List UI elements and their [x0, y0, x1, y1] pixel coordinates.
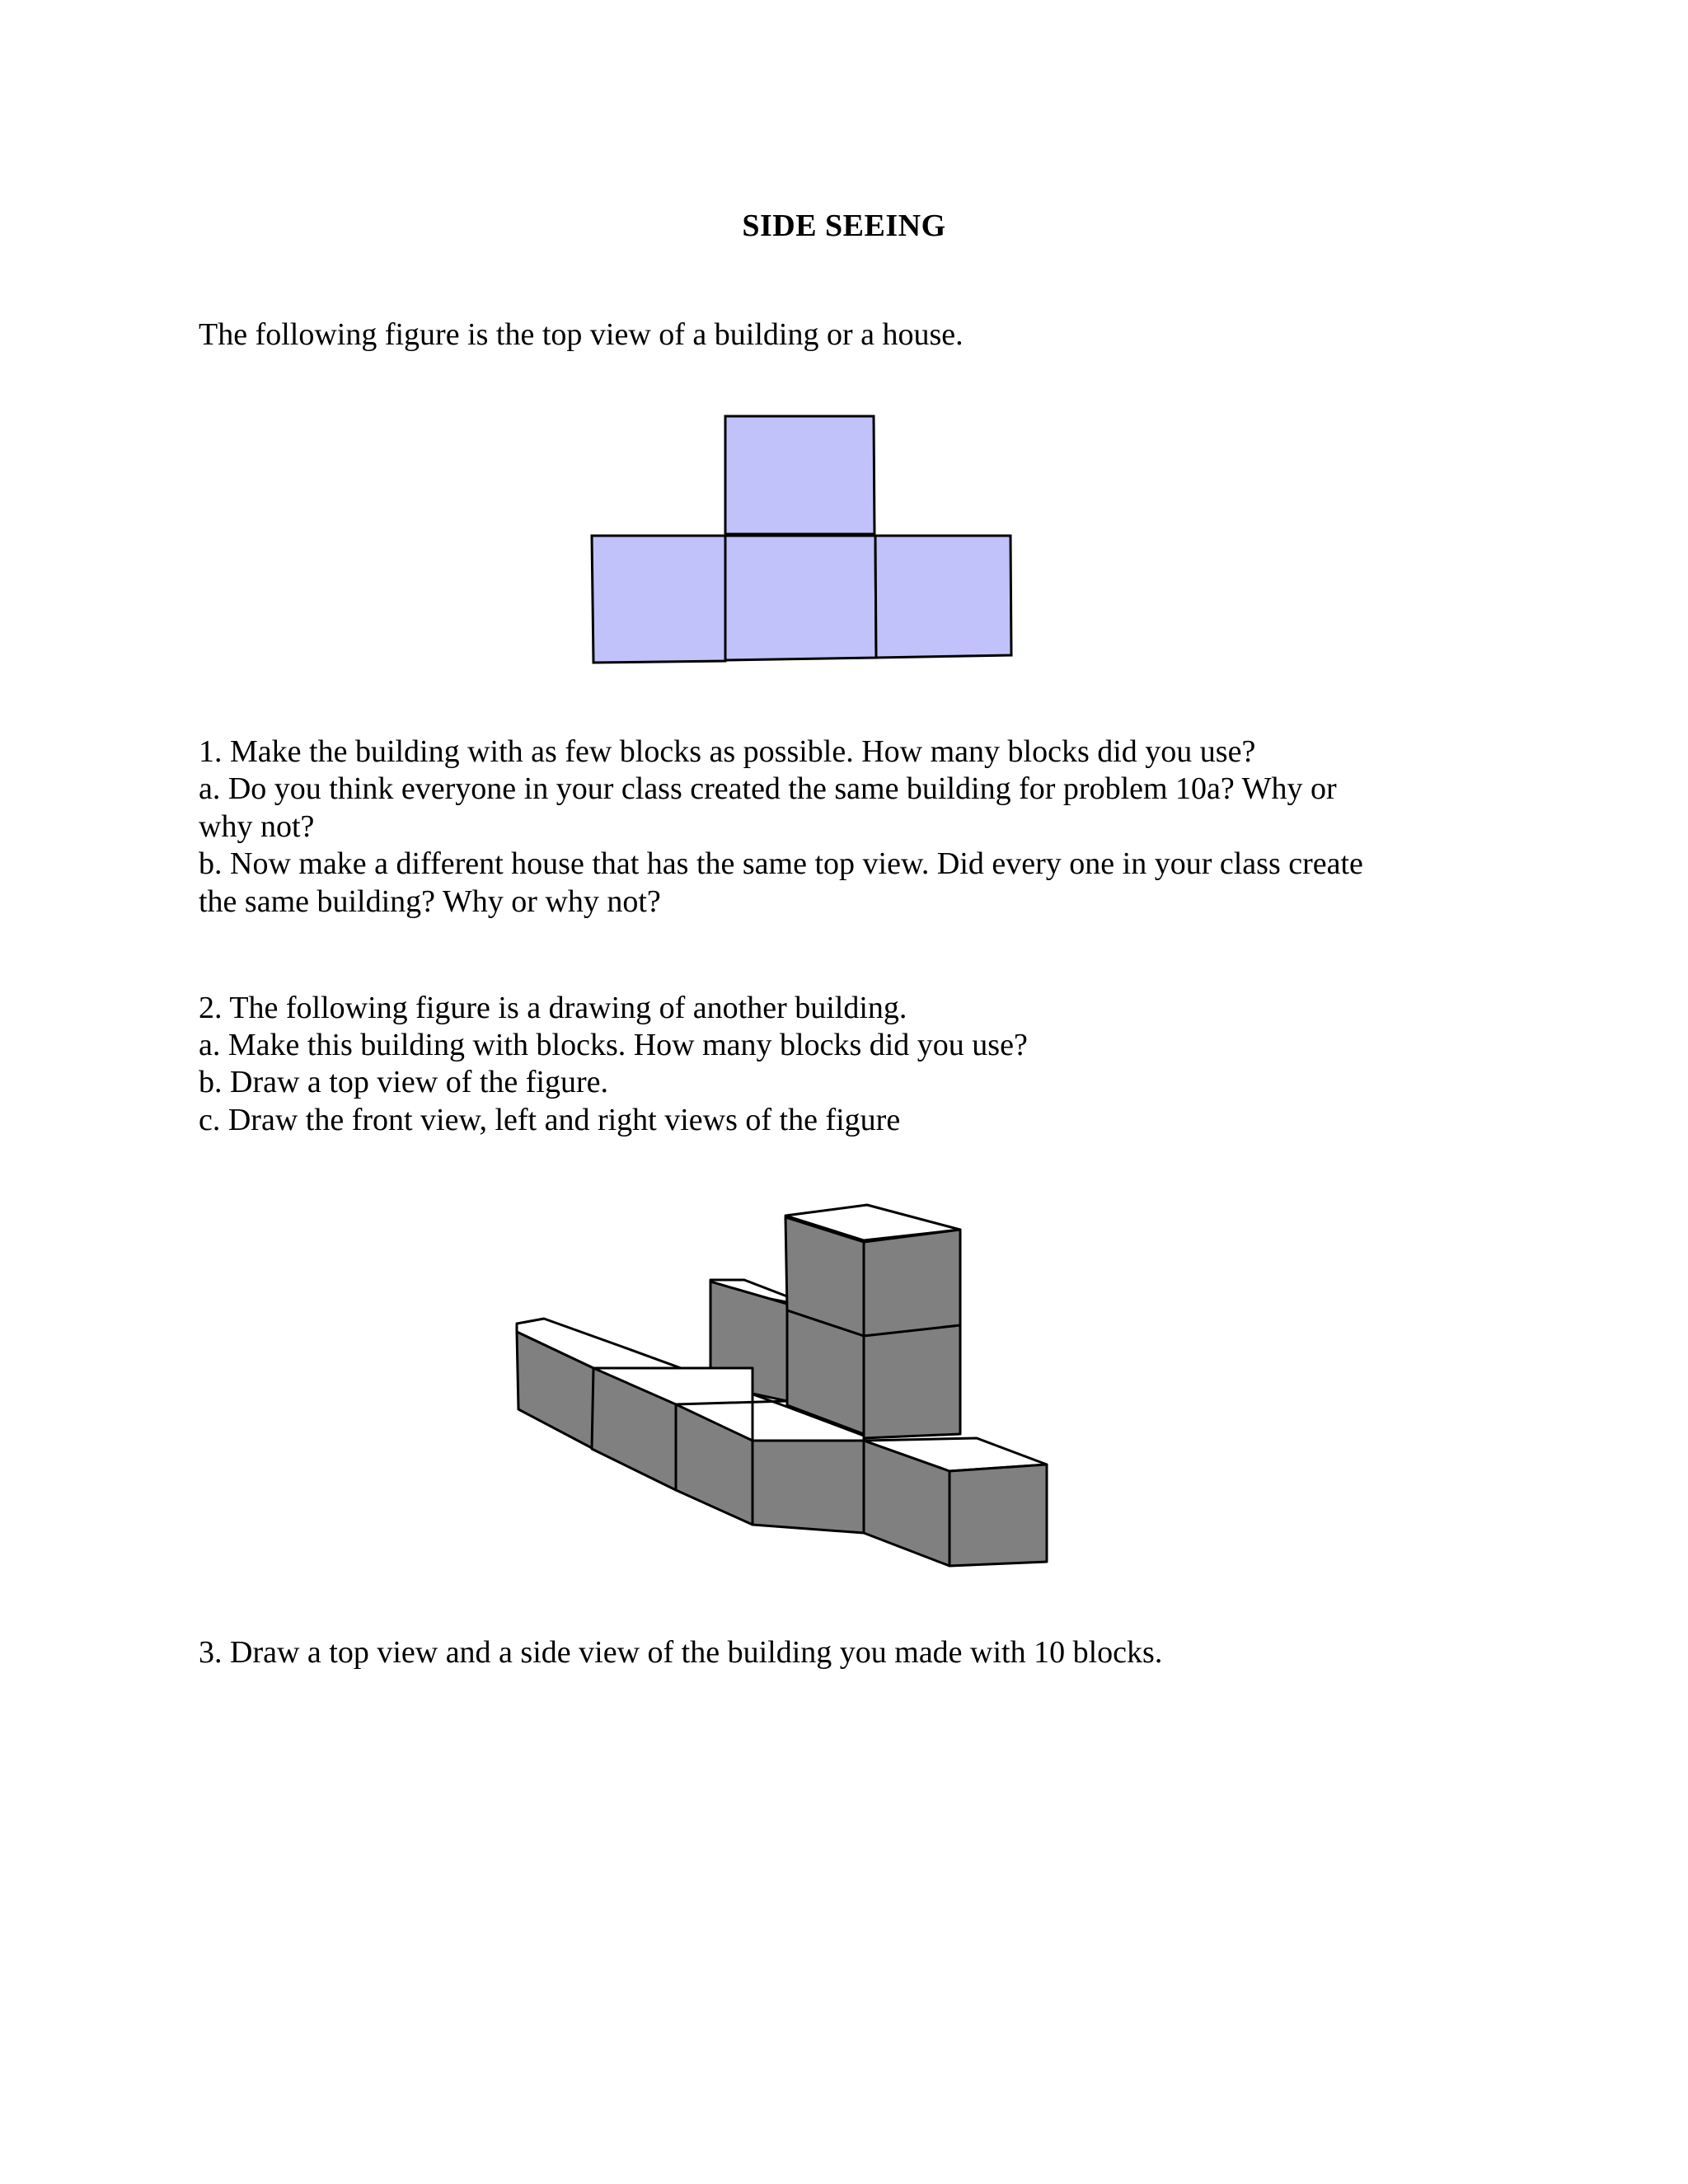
q2-a: a. Make this building with blocks. How many blocks did you use? — [199, 1028, 1028, 1062]
q1-b-line1: b. Now make a different house that has the same top view. Did every one in your class create — [199, 846, 1363, 881]
q2-c: c. Draw the front view, left and right views of the figure — [199, 1103, 901, 1137]
arm-left-face — [864, 1441, 950, 1566]
top-view-cell-right — [875, 536, 1011, 658]
top-view-grid — [592, 416, 1011, 663]
row-block-2 — [592, 1368, 676, 1490]
row-top — [517, 1319, 864, 1441]
q1-main: 1. Make the building with as few blocks as possible. How many blocks did you use? — [199, 734, 1256, 769]
tower-left-upper — [785, 1217, 864, 1336]
tower-right-lower — [864, 1325, 960, 1438]
q3-main: 3. Draw a top view and a side view of the building you made with 10 blocks. — [199, 1635, 1163, 1670]
q1-a-line2: why not? — [199, 809, 315, 844]
arm-right-face — [950, 1465, 1047, 1566]
tower-right-upper — [864, 1230, 960, 1336]
top-view-cell-top — [725, 416, 874, 534]
arm-top — [864, 1438, 1047, 1471]
block-back-top — [710, 1280, 787, 1302]
tower-top — [785, 1205, 960, 1240]
tower-left-lower — [787, 1310, 864, 1434]
top-view-cell-left — [592, 536, 725, 663]
row-top-mid — [593, 1368, 753, 1441]
row-block-4 — [753, 1441, 864, 1533]
block-back-side — [710, 1282, 787, 1401]
q2-b: b. Draw a top view of the figure. — [199, 1065, 609, 1099]
row-block-3 — [676, 1404, 753, 1525]
row-block-1 — [517, 1332, 593, 1449]
q1-b-line2: the same building? Why or why not? — [199, 884, 661, 919]
page-title: SIDE SEEING — [742, 209, 946, 243]
intro-text: The following figure is the top view of a building or a house. — [199, 317, 964, 352]
q1-a-line1: a. Do you think everyone in your class created the same building for problem 10a? Why or — [199, 771, 1337, 806]
top-view-cell-center — [725, 536, 876, 660]
q2-main: 2. The following figure is a drawing of another building. — [199, 991, 907, 1025]
